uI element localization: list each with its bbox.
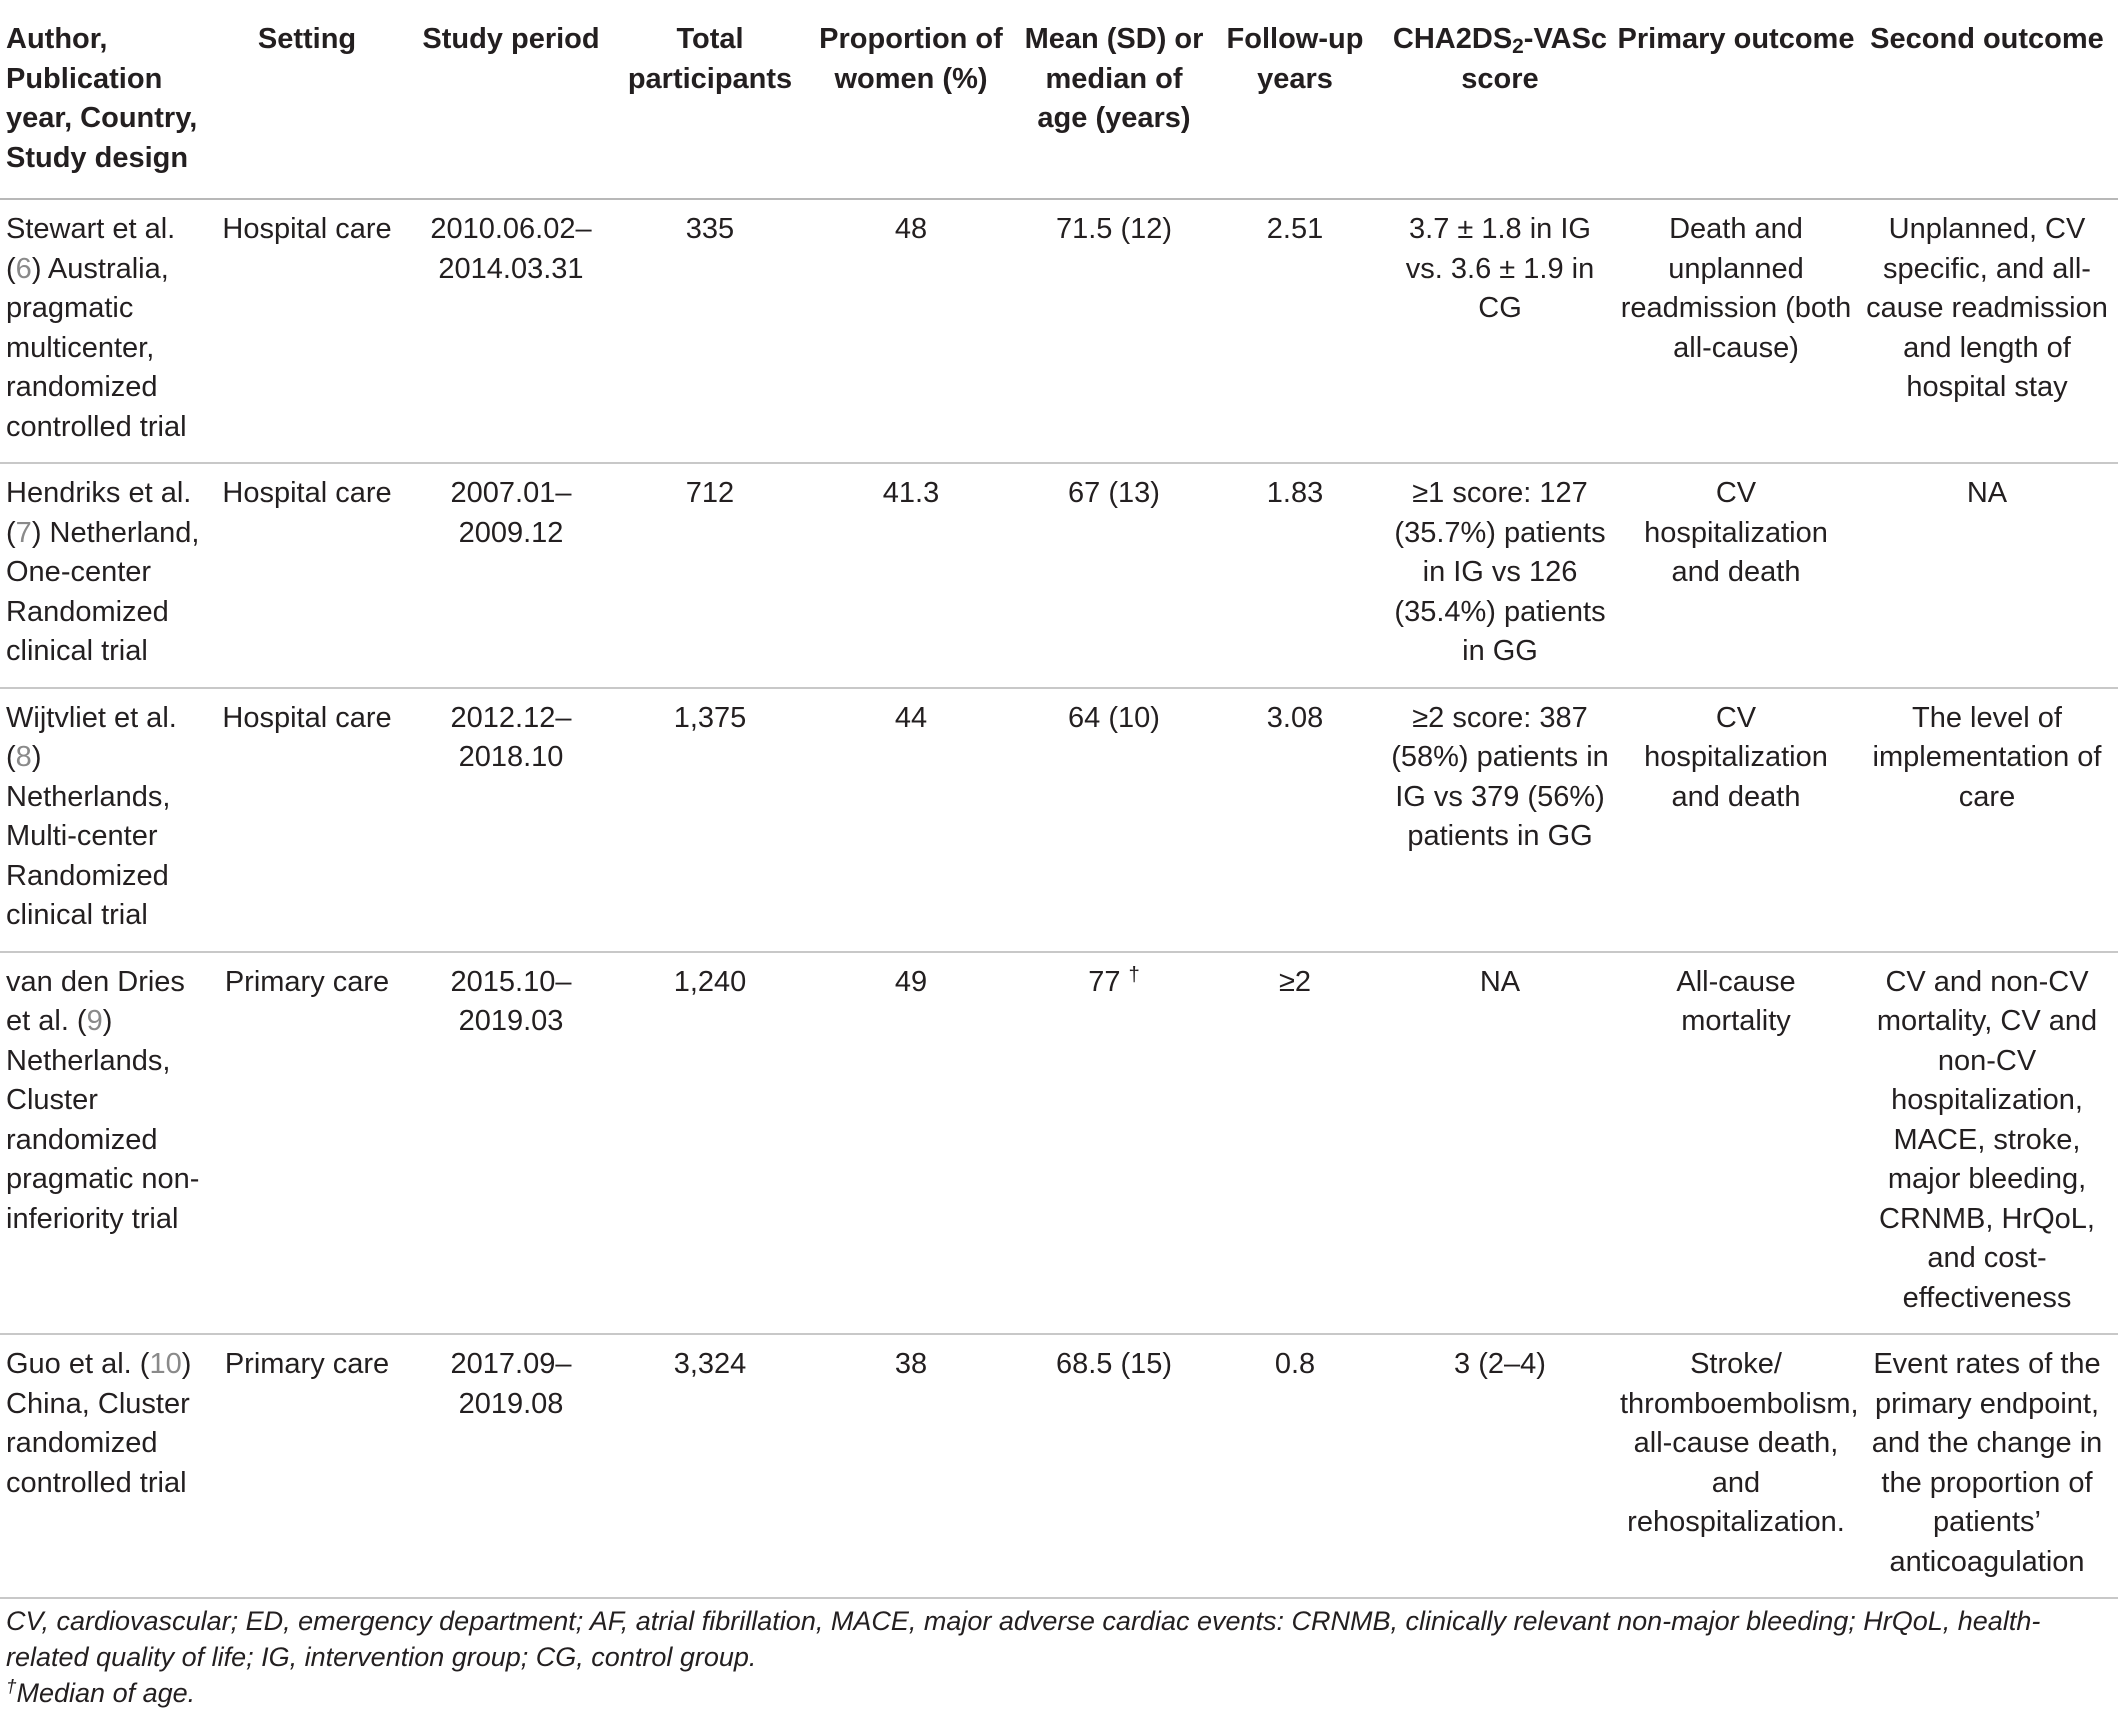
reference-link[interactable]: 6 — [15, 252, 32, 285]
women-cell: 38 — [894, 1348, 928, 1380]
second-outcome-cell: CV and non-CV mortality, CV and non-CV hospitalization, MACE, stroke, major bleeding, CRNMB, HrQoL, and cost-effectiveness — [1876, 965, 2098, 1314]
score-cell: ≥2 score: 387 (58%) patients in IG vs 379 (56%) patients in GG — [1391, 701, 1609, 852]
table-row — [0, 199, 2118, 463]
second-outcome-cell: The level of implementation of care — [1872, 701, 2102, 813]
header-total-participants: Total participants — [627, 23, 793, 95]
followup-cell: 0.8 — [1274, 1348, 1316, 1380]
age-cell: 71.5 (12) — [1055, 213, 1173, 245]
reference-link[interactable]: 10 — [149, 1348, 182, 1380]
followup-cell: 3.08 — [1266, 701, 1324, 734]
header-second-outcome: Second outcome — [1870, 23, 2104, 55]
author-text: ) Netherlands, Multi-center Randomized clinical trial — [6, 741, 171, 931]
age-cell: 68.5 (15) — [1055, 1348, 1173, 1380]
median-note — [6, 1675, 2106, 1711]
author-cell — [0, 1334, 212, 1598]
author-text: Stewart et al. ( — [6, 213, 176, 285]
score-cell: NA — [1479, 965, 1521, 998]
author-cell — [0, 463, 212, 688]
setting-cell: Primary care — [224, 965, 390, 998]
table-row — [0, 1334, 2118, 1598]
table-footnote — [6, 1603, 2106, 1711]
header-setting: Setting — [257, 23, 357, 55]
setting-cell: Primary care — [224, 1348, 390, 1380]
reference-link[interactable]: 9 — [86, 1005, 103, 1037]
author-text: ) Netherland, One-center Randomized clinical trial — [6, 516, 200, 667]
setting-cell: Hospital care — [222, 213, 392, 245]
reference-link[interactable]: 8 — [15, 741, 32, 773]
second-outcome-cell: NA — [1966, 477, 2008, 509]
header-cha2ds2-vasc — [1384, 0, 1616, 199]
header-row — [0, 0, 2118, 199]
header-study-period: Study period — [422, 23, 600, 55]
primary-outcome-cell: Stroke/ thromboembolism, all-cause death, and rehospitalization. — [1620, 1348, 1859, 1538]
author-text: ) Netherlands, Cluster randomized pragmatic non-inferiority trial — [6, 1005, 200, 1235]
primary-outcome-cell: CV hospitalization and death — [1644, 477, 1828, 588]
age-cell: 64 (10) — [1068, 701, 1160, 734]
women-cell: 48 — [894, 213, 928, 245]
period-cell: 2007.01–2009.12 — [450, 477, 572, 549]
author-cell — [0, 199, 212, 463]
author-text: ) China, Cluster randomized controlled trial — [6, 1348, 192, 1499]
total-cell: 3,324 — [673, 1348, 747, 1380]
header-score-subscript: 2 — [1512, 35, 1524, 59]
header-follow-up: Follow-up years — [1226, 23, 1364, 95]
second-outcome-cell: Event rates of the primary endpoint, and the change in the proportion of patients’ anticoagulation — [1871, 1348, 2103, 1578]
women-cell: 49 — [894, 965, 928, 998]
header-primary-outcome: Primary outcome — [1617, 23, 1855, 55]
score-cell: ≥1 score: 127 (35.7%) patients in IG vs 126 (35.4%) patients in GG — [1394, 477, 1606, 667]
dagger-mark: † — [6, 1676, 17, 1698]
header-score-suffix: -VASc score — [1461, 23, 1608, 95]
second-outcome-cell: Unplanned, CV specific, and all-cause readmission and length of hospital stay — [1866, 213, 2108, 403]
age-cell — [1022, 952, 1206, 1335]
author-text: Guo et al. ( — [6, 1348, 150, 1380]
followup-cell: 1.83 — [1266, 477, 1324, 509]
period-cell: 2017.09–2019.08 — [450, 1348, 572, 1420]
table-row — [0, 463, 2118, 688]
header-age: Mean (SD) or median of age (years) — [1024, 23, 1204, 134]
age-cell: 67 (13) — [1068, 477, 1160, 509]
author-text: ) Australia, pragmatic multicenter, randomized controlled trial — [6, 252, 187, 443]
table-row — [0, 688, 2118, 952]
score-cell: 3 (2–4) — [1454, 1348, 1546, 1380]
primary-outcome-cell: CV hospitalization and death — [1644, 701, 1828, 813]
total-cell: 335 — [685, 213, 735, 245]
period-cell: 2010.06.02–2014.03.31 — [430, 213, 592, 285]
followup-cell: 2.51 — [1266, 213, 1324, 245]
median-note-text: Median of age. — [16, 1678, 196, 1708]
author-text: Wijtvliet et al. ( — [6, 701, 177, 773]
women-cell: 44 — [894, 701, 928, 734]
header-author: Author, Publication year, Country, Study design — [6, 23, 198, 174]
dagger-mark: † — [1128, 963, 1140, 986]
women-cell: 41.3 — [882, 477, 940, 509]
total-cell: 1,240 — [673, 965, 747, 998]
abbreviations-note: CV, cardiovascular; ED, emergency department; AF, atrial fibrillation, MACE, major adverse cardiac events: CRNMB, clinically relevant non-major bleeding; HrQoL, health-related quality of life; IG, intervention group; CG, control group. — [6, 1606, 2041, 1672]
age-value: 77 — [1088, 965, 1121, 998]
primary-outcome-cell: All-cause mortality — [1676, 965, 1796, 1037]
author-text: van den Dries et al. ( — [6, 965, 185, 1037]
primary-outcome-cell: Death and unplanned readmission (both all-cause) — [1620, 213, 1852, 364]
score-cell: 3.7 ± 1.8 in IG vs. 3.6 ± 1.9 in CG — [1405, 213, 1595, 324]
followup-cell: ≥2 — [1278, 965, 1312, 998]
total-cell: 712 — [685, 477, 735, 509]
period-cell: 2015.10–2019.03 — [450, 965, 572, 1037]
author-cell — [0, 688, 212, 952]
reference-link[interactable]: 7 — [15, 516, 32, 549]
author-cell — [0, 952, 212, 1335]
setting-cell: Hospital care — [222, 701, 392, 734]
setting-cell: Hospital care — [222, 477, 392, 509]
author-text: Hendriks et al. ( — [6, 477, 192, 549]
header-proportion-women: Proportion of women (%) — [819, 23, 1003, 95]
total-cell: 1,375 — [673, 701, 747, 734]
table-row — [0, 952, 2118, 1335]
header-score-prefix: CHA2DS — [1392, 23, 1513, 55]
period-cell: 2012.12–2018.10 — [450, 701, 572, 773]
